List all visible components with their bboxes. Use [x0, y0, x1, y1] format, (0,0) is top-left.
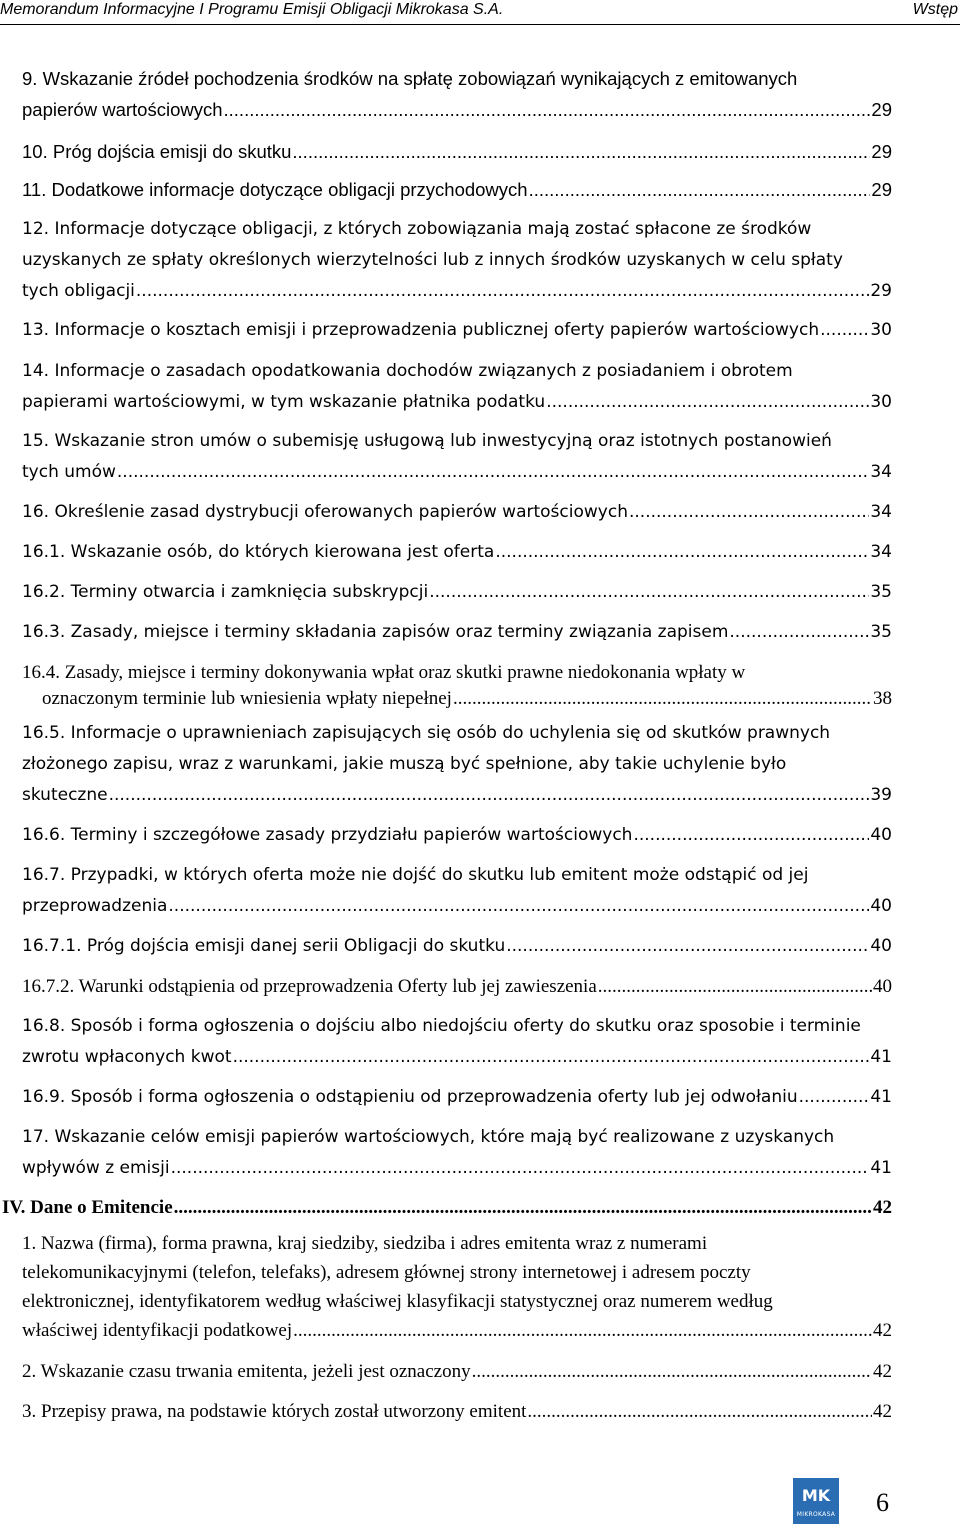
toc-entry-title: wpływów z emisji — [22, 1158, 170, 1178]
toc-dot-leader — [117, 462, 869, 482]
toc-entry-title: tych obligacji — [22, 281, 135, 301]
toc-entry-title: 16.2. Terminy otwarcia i zamknięcia subskrypcji — [22, 582, 429, 602]
toc-dot-leader — [799, 1087, 870, 1107]
toc-dot-leader — [495, 542, 869, 562]
toc-entry-text-line: złożonego zapisu, wraz z warunkami, jakie muszą być spełnione, aby takie uchylenie było — [22, 754, 787, 774]
toc-page-number: 40 — [870, 936, 892, 956]
toc-dot-leader — [429, 582, 869, 602]
toc-dot-leader — [633, 825, 869, 845]
toc-entry-title: 13. Informacje o kosztach emisji i przeprowadzenia publicznej oferty papierów wartościowych — [22, 320, 820, 340]
toc-entry-title: oznaczonym terminie lub wniesienia wpłaty niepełnej — [42, 688, 452, 709]
toc-dot-leader — [472, 1361, 872, 1383]
toc-dot-leader — [168, 896, 869, 916]
toc-entry-text-line: 14. Informacje o zasadach opodatkowania dochodów związanych z posiadaniem i obrotem — [22, 361, 793, 381]
mikrokasa-logo — [793, 1478, 839, 1524]
section-name: Wstęp — [912, 1, 958, 18]
toc-entry-title: właściwej identyfikacji podatkowej — [22, 1320, 293, 1341]
toc-entry-title: skuteczne — [22, 785, 108, 805]
toc-dot-leader — [109, 785, 870, 805]
toc-dot-leader — [233, 1047, 870, 1067]
toc-dot-leader — [506, 936, 869, 956]
toc-dot-leader — [453, 688, 872, 710]
toc-entry-text-line: 17. Wskazanie celów emisji papierów wartościowych, które mają być realizowane z uzyskanych — [22, 1127, 835, 1147]
toc-entry-text-line: 9. Wskazanie źródeł pochodzenia środków na spłatę zobowiązań wynikających z emitowanych — [22, 68, 798, 89]
toc-page-number: 40 — [870, 896, 892, 916]
toc-page-number: 29 — [871, 141, 892, 162]
toc-dot-leader — [629, 502, 869, 522]
logo-text: MIKROKASA — [796, 1511, 836, 1518]
toc-page-number: 40 — [870, 825, 892, 845]
toc-entry-text-line: 16.8. Sposób i forma ogłoszenia o dojściu albo niedojściu oferty do skutku oraz sposobie i terminie — [22, 1016, 861, 1036]
toc-dot-leader — [171, 1158, 870, 1178]
toc-entry-title: 16. Określenie zasad dystrybucji oferowanych papierów wartościowych — [22, 502, 628, 522]
toc-page-number: 40 — [873, 976, 892, 997]
toc-entry-title: 3. Przepisy prawa, na podstawie których został utworzony emitent — [22, 1401, 527, 1422]
toc-page-number: 42 — [873, 1197, 892, 1218]
toc-entry-title: papierami wartościowymi, w tym wskazanie płatnika podatku — [22, 392, 546, 412]
toc-entry-title: IV. Dane o Emitencie — [2, 1197, 173, 1218]
running-header — [0, 0, 960, 25]
toc-dot-leader — [729, 622, 869, 642]
toc-entry-text-line: 15. Wskazanie stron umów o subemisję usługową lub inwestycyjną oraz istotnych postanowień — [22, 431, 832, 451]
document-title: Memorandum Informacyjne I Programu Emisji Obligacji Mikrokasa S.A. — [0, 1, 504, 18]
toc-dot-leader — [598, 976, 872, 998]
toc-entry-title: 16.3. Zasady, miejsce i terminy składania zapisów oraz terminy związania zapisem — [22, 622, 729, 642]
toc-dot-leader — [527, 1401, 872, 1423]
toc-dot-leader — [293, 1320, 872, 1342]
toc-page-number: 29 — [871, 179, 892, 200]
toc-page-number: 41 — [870, 1047, 892, 1067]
toc-page-number: 29 — [871, 99, 892, 120]
toc-page-number: 38 — [873, 688, 892, 709]
page-number: 6 — [876, 1488, 889, 1517]
toc-page-number: 30 — [870, 320, 892, 340]
toc-entry-title: 16.7.1. Próg dojścia emisji danej serii Obligacji do skutku — [22, 936, 506, 956]
toc-dot-leader — [136, 281, 869, 301]
toc-dot-leader — [224, 99, 871, 121]
logo-mark-icon: MK — [801, 1486, 831, 1505]
toc-entry-text-line: 16.4. Zasady, miejsce i terminy dokonywania wpłat oraz skutki prawne niedokonania wpłaty w — [22, 662, 746, 683]
toc-entry-text-line: telekomunikacyjnymi (telefon, telefaks), adresem głównej strony internetowej i adresem poczty — [22, 1262, 751, 1283]
toc-page-number: 34 — [870, 502, 892, 522]
toc-page-number: 42 — [873, 1320, 892, 1341]
toc-entry-text-line: 16.5. Informacje o uprawnieniach zapisujących się osób do uchylenia się od skutków prawnych — [22, 723, 831, 743]
toc-dot-leader — [292, 141, 870, 163]
toc-entry-text-line: 1. Nazwa (firma), forma prawna, kraj siedziby, siedziba i adres emitenta wraz z numerami — [22, 1233, 708, 1254]
toc-entry-title: 16.6. Terminy i szczegółowe zasady przydziału papierów wartościowych — [22, 825, 633, 845]
toc-entry-title: papierów wartościowych — [22, 99, 223, 120]
toc-entry-title: 16.9. Sposób i forma ogłoszenia o odstąpieniu od przeprowadzenia oferty lub jej odwołaniu — [22, 1087, 798, 1107]
toc-entry-text-line: elektronicznej, identyfikatorem według właściwej klasyfikacji statystycznej oraz numerem według — [22, 1291, 773, 1312]
toc-entry-title: zwrotu wpłaconych kwot — [22, 1047, 232, 1067]
toc-dot-leader — [820, 320, 869, 340]
toc-page-number: 42 — [873, 1401, 892, 1422]
toc-entry-text-line: 12. Informacje dotyczące obligacji, z których zobowiązania mają zostać spłacone ze środków — [22, 219, 812, 239]
toc-page-number: 29 — [870, 281, 892, 301]
toc-page-number: 35 — [870, 622, 892, 642]
toc-dot-leader — [546, 392, 869, 412]
toc-page-number: 41 — [870, 1158, 892, 1178]
toc-page-number: 41 — [870, 1087, 892, 1107]
toc-entry-title: tych umów — [22, 462, 116, 482]
toc-entry-title: 16.1. Wskazanie osób, do których kierowana jest oferta — [22, 542, 495, 562]
toc-entry-title: 10. Próg dojścia emisji do skutku — [22, 141, 292, 162]
toc-page-number: 35 — [870, 582, 892, 602]
toc-dot-leader — [174, 1197, 872, 1219]
toc-entry-title: przeprowadzenia — [22, 896, 168, 916]
toc-entry-text-line: 16.7. Przypadki, w których oferta może nie dojść do skutku lub emitent może odstąpić od jej — [22, 865, 809, 885]
toc-entry-text-line: uzyskanych ze spłaty określonych wierzytelności lub z innych środków uzyskanych w celu spłaty — [22, 250, 843, 270]
toc-page-number: 30 — [870, 392, 892, 412]
toc-page-number: 34 — [870, 542, 892, 562]
toc-dot-leader — [529, 179, 871, 201]
toc-page-number: 42 — [873, 1361, 892, 1382]
toc-page-number: 34 — [870, 462, 892, 482]
toc-entry-title: 11. Dodatkowe informacje dotyczące obligacji przychodowych — [22, 179, 528, 200]
toc-entry-title: 16.7.2. Warunki odstąpienia od przeprowadzenia Oferty lub jej zawieszenia — [22, 976, 597, 997]
toc-entry-title: 2. Wskazanie czasu trwania emitenta, jeżeli jest oznaczony — [22, 1361, 471, 1382]
toc-page-number: 39 — [870, 785, 892, 805]
